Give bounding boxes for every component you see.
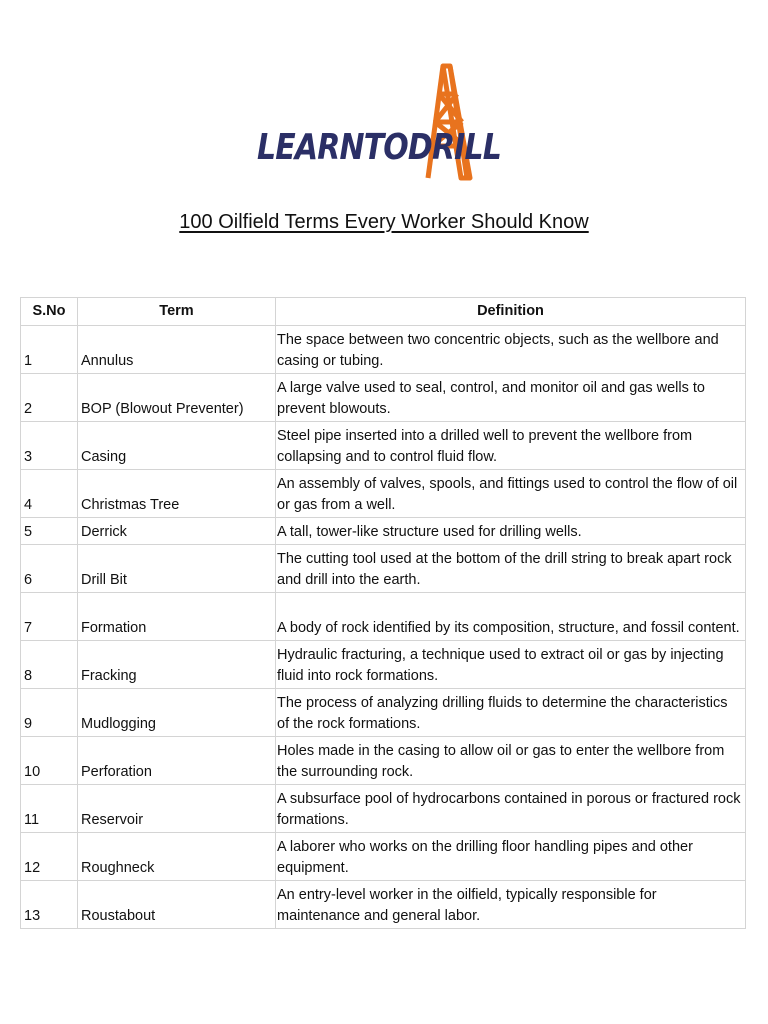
definition-cell: An entry-level worker in the oilfield, typically responsible for maintenance and general labor. xyxy=(276,881,746,929)
table-row xyxy=(21,374,746,422)
header-definition: Definition xyxy=(276,298,746,326)
term-cell: Reservoir xyxy=(78,785,276,833)
definition-cell: The cutting tool used at the bottom of the drill string to break apart rock and drill into the earth. xyxy=(276,545,746,593)
logo-graphic xyxy=(256,62,506,188)
learntodrill-logo xyxy=(256,62,506,188)
term-cell: BOP (Blowout Preventer) xyxy=(78,374,276,422)
sno-cell: 11 xyxy=(21,785,78,833)
definition-cell: Steel pipe inserted into a drilled well to prevent the wellbore from collapsing and to control fluid flow. xyxy=(276,422,746,470)
term-cell: Perforation xyxy=(78,737,276,785)
term-cell: Annulus xyxy=(78,326,276,374)
term-cell: Roustabout xyxy=(78,881,276,929)
logo-wordmark: LEARNTODRILL xyxy=(257,127,501,168)
term-cell: Casing xyxy=(78,422,276,470)
term-cell: Christmas Tree xyxy=(78,470,276,518)
term-cell: Mudlogging xyxy=(78,689,276,737)
terms-table xyxy=(20,297,746,929)
sno-cell: 12 xyxy=(21,833,78,881)
header-term: Term xyxy=(78,298,276,326)
term-cell: Drill Bit xyxy=(78,545,276,593)
table-row xyxy=(21,470,746,518)
table-row xyxy=(21,518,746,545)
sno-cell: 8 xyxy=(21,641,78,689)
header-sno: S.No xyxy=(21,298,78,326)
table-row xyxy=(21,593,746,641)
definition-cell: The process of analyzing drilling fluids to determine the characteristics of the rock formations. xyxy=(276,689,746,737)
definition-cell: An assembly of valves, spools, and fittings used to control the flow of oil or gas from a well. xyxy=(276,470,746,518)
term-cell: Roughneck xyxy=(78,833,276,881)
table-row xyxy=(21,689,746,737)
sno-cell: 2 xyxy=(21,374,78,422)
term-cell: Fracking xyxy=(78,641,276,689)
definition-cell: A tall, tower-like structure used for drilling wells. xyxy=(276,518,746,545)
table-row xyxy=(21,545,746,593)
definition-cell: A body of rock identified by its composition, structure, and fossil content. xyxy=(276,593,746,641)
sno-cell: 3 xyxy=(21,422,78,470)
definition-cell: Hydraulic fracturing, a technique used to extract oil or gas by injecting fluid into rock formations. xyxy=(276,641,746,689)
table-row xyxy=(21,326,746,374)
term-cell: Derrick xyxy=(78,518,276,545)
sno-cell: 5 xyxy=(21,518,78,545)
definition-cell: A laborer who works on the drilling floor handling pipes and other equipment. xyxy=(276,833,746,881)
table-row xyxy=(21,422,746,470)
sno-cell: 4 xyxy=(21,470,78,518)
definition-cell: The space between two concentric objects, such as the wellbore and casing or tubing. xyxy=(276,326,746,374)
sno-cell: 13 xyxy=(21,881,78,929)
term-cell: Formation xyxy=(78,593,276,641)
definition-cell: Holes made in the casing to allow oil or gas to enter the wellbore from the surrounding rock. xyxy=(276,737,746,785)
table-row xyxy=(21,785,746,833)
table-header-row xyxy=(21,298,746,326)
table-row xyxy=(21,737,746,785)
document-title: 100 Oilfield Terms Every Worker Should Know xyxy=(179,211,589,233)
definition-cell: A large valve used to seal, control, and monitor oil and gas wells to prevent blowouts. xyxy=(276,374,746,422)
sno-cell: 9 xyxy=(21,689,78,737)
table-row xyxy=(21,833,746,881)
table-row xyxy=(21,881,746,929)
definition-cell: A subsurface pool of hydrocarbons contained in porous or fractured rock formations. xyxy=(276,785,746,833)
sno-cell: 7 xyxy=(21,593,78,641)
sno-cell: 10 xyxy=(21,737,78,785)
sno-cell: 1 xyxy=(21,326,78,374)
sno-cell: 6 xyxy=(21,545,78,593)
table-row xyxy=(21,641,746,689)
